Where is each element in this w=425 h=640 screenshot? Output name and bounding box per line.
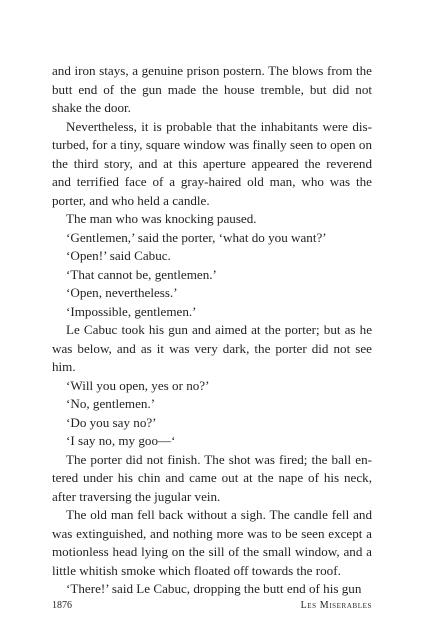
- paragraph: ‘Gentlemen,’ said the porter, ‘what do you want?’: [66, 229, 327, 245]
- body-text: [52, 62, 372, 599]
- paragraph: Nevertheless, it is probable that the inhabitants were disturbed, for a tiny, square window was finally seen to open on the third story, and at this aperture appeared the reverend and terrified face of a gray-haired old man, who was the porter, and who held a candle.: [52, 118, 372, 208]
- paragraph: Le Cabuc took his gun and aimed at the porter; but as he was below, and as it was very dark, the porter did not see him.: [52, 322, 372, 374]
- paragraph: ‘There!’ said Le Cabuc, dropping the butt end of his gun: [66, 581, 362, 596]
- paragraph: ‘I say no, my goo—‘: [66, 433, 176, 448]
- paragraph: The porter did not finish. The shot was fired; the ball entered under his chin and came out at the nape of his neck, after traversing the jugular vein.: [52, 451, 372, 504]
- running-head: Les Miserables: [300, 600, 372, 611]
- paragraph: The man who was knocking paused.: [66, 211, 257, 226]
- paragraph: ‘Do you say no?’: [66, 414, 157, 430]
- paragraph: ‘No, gentlemen.’: [66, 396, 156, 411]
- paragraph: ‘Open!’ said Cabuc.: [66, 248, 171, 263]
- paragraph: ‘Impossible, gentlemen.’: [66, 303, 197, 319]
- paragraph: ‘Will you open, yes or no?’: [66, 377, 210, 393]
- paragraph: ‘That cannot be, gentlemen.’: [66, 266, 217, 282]
- paragraph-continued: and iron stays, a genuine prison postern. The blows from the butt end of the gun made the house tremble, but did not shake the door.: [52, 63, 372, 115]
- page-number: 1876: [52, 600, 72, 611]
- paragraph: ‘Open, nevertheless.’: [66, 285, 178, 300]
- paragraph: The old man fell back without a sigh. The candle fell and was extinguished, and nothing more was to be seen except a motionless head lying on the sill of the small window, and a little whitish smoke which floated off towards the roof.: [52, 507, 372, 578]
